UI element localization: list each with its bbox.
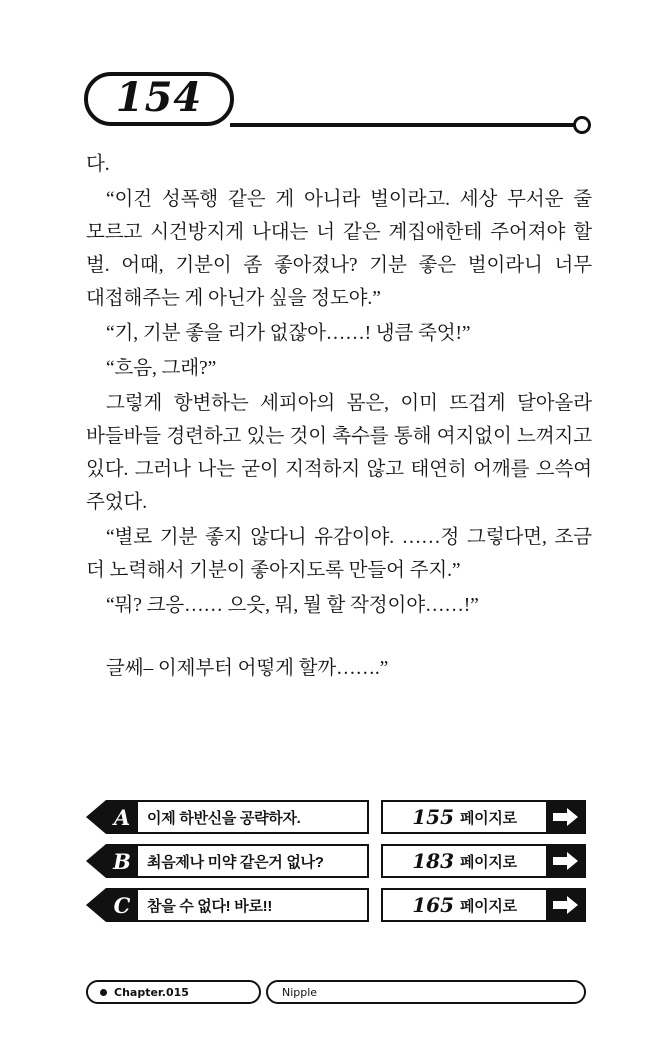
goto-page-number: 183 — [412, 849, 454, 873]
paragraph: “뭐? 크응…… 으읏, 뭐, 뭘 할 작정이야……!” — [106, 595, 479, 616]
choice-option-c[interactable] — [86, 888, 586, 922]
choice-label-block[interactable] — [86, 844, 369, 878]
choice-letter: A — [106, 800, 138, 834]
page-header — [84, 72, 592, 134]
choice-goto — [381, 888, 546, 922]
choice-option-a[interactable] — [86, 800, 586, 834]
choice-goto — [381, 844, 546, 878]
choice-text: 참을 수 없다! 바로!! — [138, 888, 369, 922]
choice-letter: C — [106, 888, 138, 922]
arrow-left-icon — [86, 800, 106, 834]
paragraph: 글쎄– 이제부터 어떻게 할까…….” — [106, 658, 389, 679]
choice-option-b[interactable] — [86, 844, 586, 878]
choice-label-block[interactable] — [86, 800, 369, 834]
page-footer — [86, 980, 586, 1006]
choice-goto — [381, 800, 546, 834]
goto-page-label: 페이지로 — [459, 809, 517, 827]
page-number: 154 — [115, 74, 203, 121]
arrow-right-icon — [546, 888, 586, 922]
choice-label-block[interactable] — [86, 888, 369, 922]
footer-title-badge — [266, 980, 586, 1004]
header-rule — [230, 123, 580, 127]
arrow-right-icon — [546, 844, 586, 878]
header-dot-icon — [573, 116, 591, 134]
choice-list — [86, 800, 586, 932]
paragraph: “흐음, 그래?” — [106, 358, 217, 379]
choice-goto-block[interactable] — [381, 800, 586, 834]
paragraph: “기, 기분 좋을 리가 없잖아……! 냉큼 죽엇!” — [106, 323, 471, 344]
goto-page-number: 165 — [412, 893, 454, 917]
arrow-left-icon — [86, 844, 106, 878]
choice-goto-block[interactable] — [381, 844, 586, 878]
paragraph: 다. — [86, 154, 110, 175]
arrow-right-icon — [546, 800, 586, 834]
choice-letter: B — [106, 844, 138, 878]
footer-title-text: Nipple — [282, 985, 318, 999]
goto-page-number: 155 — [412, 805, 454, 829]
page-number-badge — [84, 72, 234, 126]
choice-text: 이제 하반신을 공략하자. — [138, 800, 369, 834]
footer-chapter-badge — [86, 980, 261, 1004]
page-body — [86, 148, 592, 687]
goto-page-label: 페이지로 — [459, 897, 517, 915]
choice-goto-block[interactable] — [381, 888, 586, 922]
choice-text: 최음제나 미약 같은거 없나? — [138, 844, 369, 878]
goto-page-label: 페이지로 — [459, 853, 517, 871]
bullet-icon — [100, 989, 107, 996]
arrow-left-icon — [86, 888, 106, 922]
paragraph: 그렇게 항변하는 세피아의 몸은, 이미 뜨겁게 달아올라 바들바들 경련하고 있는 것이 촉수를 통해 여지없이 느껴지고 있다. 그러나 나는 굳이 지적하지 않고 태연히 어깨를 으쓱여 주었다. — [86, 393, 592, 513]
paragraph: “별로 기분 좋지 않다니 유감이야. ……정 그렇다면, 조금 더 노력해서 기분이 좋아지도록 만들어 주지.” — [86, 527, 592, 581]
paragraph: “이건 성폭행 같은 게 아니라 벌이라고. 세상 무서운 줄 모르고 시건방지게 나대는 너 같은 계집애한테 주어져야 할 벌. 어때, 기분이 좀 좋아졌나? 기분 좋은 벌이라니 너무 대접해주는 게 아닌가 싶을 정도야.” — [86, 189, 592, 309]
footer-chapter-text: Chapter.015 — [114, 985, 189, 999]
